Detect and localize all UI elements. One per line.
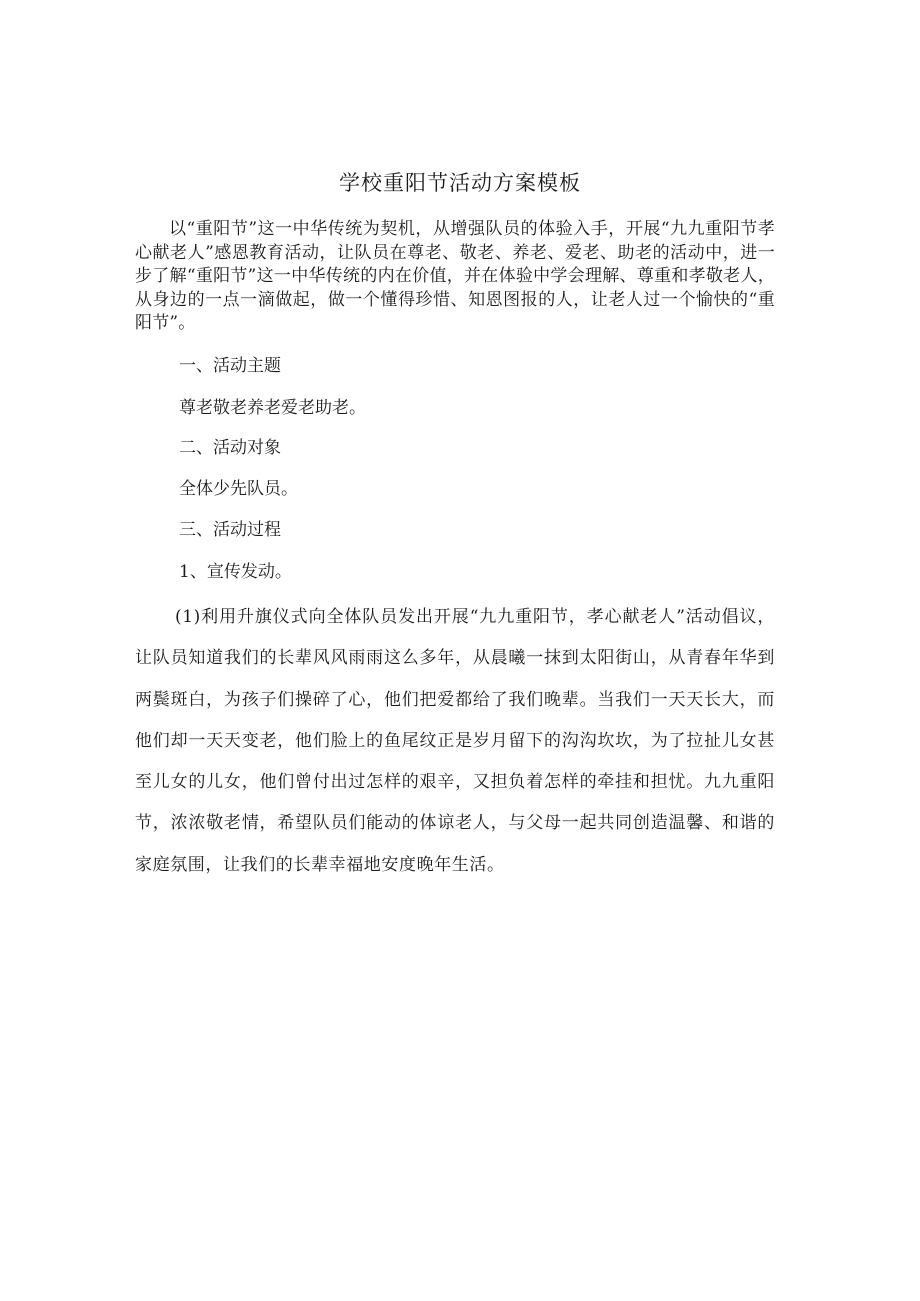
section-heading-theme: 一、活动主题 — [179, 356, 281, 376]
intro-paragraph: 以“重阳节”这一中华传统为契机，从增强队员的体验入手，开展“九九重阳节孝心献老人”感恩教育活动，让队员在尊老、敬老、养老、爱老、助老的活动中，进一步了解“重阳节”这一中华传统的内在价值，并在体验中学会理解、尊重和孝敬老人，从身边的一点一滴做起，做一个懂得珍惜、知恩图报的人，让老人过一个愉快的“重阳节”。 — [135, 219, 775, 333]
document-title: 学校重阳节活动方案模板 — [339, 171, 581, 195]
step-heading-publicity: 1、宣传发动。 — [179, 562, 292, 582]
section-text-theme: 尊老敬老养老爱老助老。 — [179, 398, 366, 418]
step-paragraph-publicity: (1)利用升旗仪式向全体队员发出开展“九九重阳节，孝心献老人”活动倡议，让队员知道我们的长辈风风雨雨这么多年，从晨曦一抹到太阳街山，从青春年华到两鬓斑白，为孩子们操碎了心，他们把爱都给了我们晚辈。当我们一天天长大，而他们却一天天变老，他们脸上的鱼尾纹正是岁月留下的沟沟坎坎，为了拉扯儿女甚至儿女的儿女，他们曾付出过怎样的艰辛，又担负着怎样的牵挂和担忧。九九重阳节，浓浓敬老情，希望队员们能动的体谅老人，与父母一起共同创造温馨、和谐的家庭氛围，让我们的长辈幸福地安度晚年生活。 — [135, 607, 775, 875]
section-heading-process: 三、活动过程 — [179, 520, 281, 540]
section-heading-audience: 二、活动对象 — [179, 438, 281, 458]
section-text-audience: 全体少先队员。 — [179, 479, 298, 499]
